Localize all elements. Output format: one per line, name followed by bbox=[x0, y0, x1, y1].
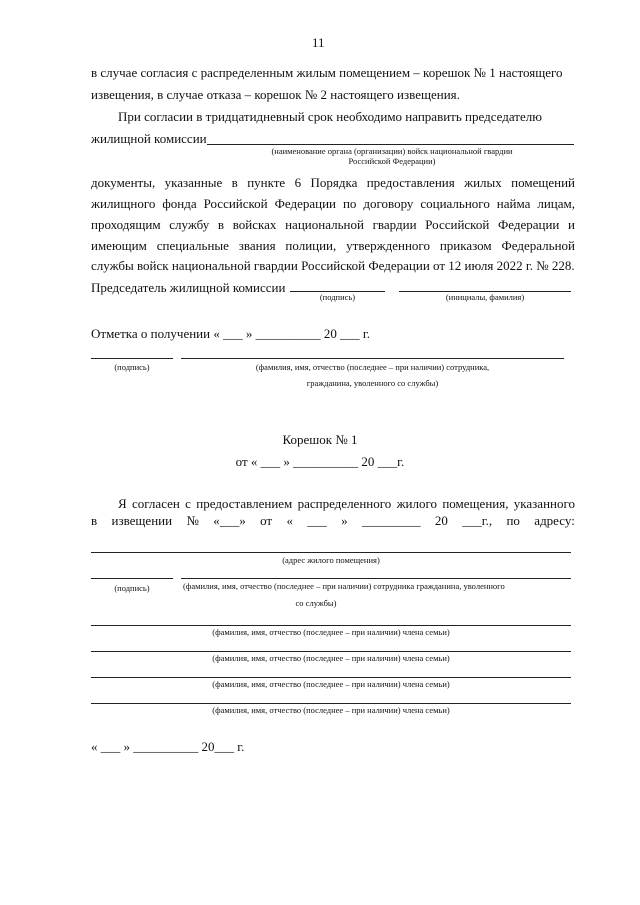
intro-line-3: При согласии в тридцатидневный срок необходимо направить председателю bbox=[118, 109, 542, 124]
chairman-signature-hint: (подпись) bbox=[319, 292, 356, 302]
consent-word: » bbox=[341, 513, 348, 528]
stub-employee-hint-2: со службы) bbox=[295, 598, 337, 608]
family-member-hint-3: (фамилия, имя, отчество (последнее – при наличии) члена семьи) bbox=[212, 679, 450, 689]
bottom-date: « ___ » __________ 20___ г. bbox=[91, 739, 245, 754]
documents-line-3: проходящим службу в войсках национальной гвардии Российской Федерации и bbox=[91, 217, 575, 232]
consent-word: ___г., bbox=[462, 513, 493, 528]
receipt-fio-hint-2: гражданина, уволенного со службы) bbox=[306, 378, 439, 388]
family-member-line-3[interactable] bbox=[91, 677, 571, 678]
family-member-hint-4: (фамилия, имя, отчество (последнее – при наличии) члена семьи) bbox=[212, 705, 450, 715]
family-member-line-2[interactable] bbox=[91, 651, 571, 652]
receipt-signature-line[interactable] bbox=[91, 358, 173, 359]
consent-word: № bbox=[186, 513, 199, 528]
documents-line-4: имеющим специальные звания полиции, утвержденного приказом Федеральной bbox=[91, 238, 575, 253]
consent-word: «___» bbox=[213, 513, 246, 528]
stub-date: от « ___ » __________ 20 ___г. bbox=[235, 454, 405, 469]
org-hint-line-2: Российской Федерации) bbox=[348, 156, 436, 166]
receipt-fio-hint-1: (фамилия, имя, отчество (последнее – при наличии) сотрудника, bbox=[255, 362, 490, 372]
family-member-line-4[interactable] bbox=[91, 703, 571, 704]
consent-word: 20 bbox=[434, 513, 448, 528]
receipt-label: Отметка о получении « ___ » __________ 20 ___ г. bbox=[91, 326, 370, 341]
consent-word: адресу: bbox=[534, 513, 575, 528]
stub-employee-hint-1: (фамилия, имя, отчество (последнее – при наличии) сотрудника гражданина, уволенного bbox=[183, 581, 505, 591]
family-member-hint-2: (фамилия, имя, отчество (последнее – при наличии) члена семьи) bbox=[212, 653, 450, 663]
commission-label: жилищной комиссии bbox=[91, 131, 207, 146]
documents-line-2: жилищного фонда Российской Федерации по договору социального найма лицам, bbox=[91, 196, 575, 211]
intro-line-1: в случае согласия с распределенным жилым помещением – корешок № 1 настоящего bbox=[91, 65, 563, 80]
consent-word: в bbox=[91, 513, 98, 528]
org-hint-line-1: (наименование органа (организации) войск национальной гвардии bbox=[271, 146, 513, 156]
stub-employee-line[interactable] bbox=[181, 578, 571, 579]
address-hint: (адрес жилого помещения) bbox=[282, 555, 380, 565]
consent-word: извещении bbox=[111, 513, 173, 528]
consent-line-2 bbox=[91, 513, 575, 529]
commission-field-line[interactable] bbox=[207, 144, 574, 145]
intro-line-2: извещения, в случае отказа – корешок № 2 настоящего извещения. bbox=[91, 87, 460, 102]
family-member-line-1[interactable] bbox=[91, 625, 571, 626]
documents-line-1: документы, указанные в пункте 6 Порядка предоставления жилых помещений bbox=[91, 175, 575, 190]
consent-word: « bbox=[286, 513, 293, 528]
consent-word: по bbox=[506, 513, 520, 528]
receipt-signature-hint: (подпись) bbox=[114, 362, 150, 372]
address-field-line[interactable] bbox=[91, 552, 571, 553]
documents-line-5: службы войск национальной гвардии Российской Федерации от 12 июля 2022 г. № 228. bbox=[91, 258, 575, 273]
family-member-hint-1: (фамилия, имя, отчество (последнее – при наличии) члена семьи) bbox=[212, 627, 450, 637]
stub-title: Корешок № 1 bbox=[282, 432, 358, 447]
receipt-fio-line[interactable] bbox=[181, 358, 564, 359]
consent-word: _________ bbox=[362, 513, 421, 528]
page-number: 11 bbox=[312, 35, 325, 50]
consent-line-1: Я согласен с предоставлением распределенного жилого помещения, указанного bbox=[118, 496, 575, 511]
consent-word: от bbox=[260, 513, 273, 528]
stub-signature-hint: (подпись) bbox=[114, 583, 150, 593]
chairman-name-hint: (инициалы, фамилия) bbox=[445, 292, 525, 302]
consent-word: ___ bbox=[307, 513, 327, 528]
chairman-label: Председатель жилищной комиссии bbox=[91, 280, 286, 295]
stub-signature-line[interactable] bbox=[91, 578, 173, 579]
